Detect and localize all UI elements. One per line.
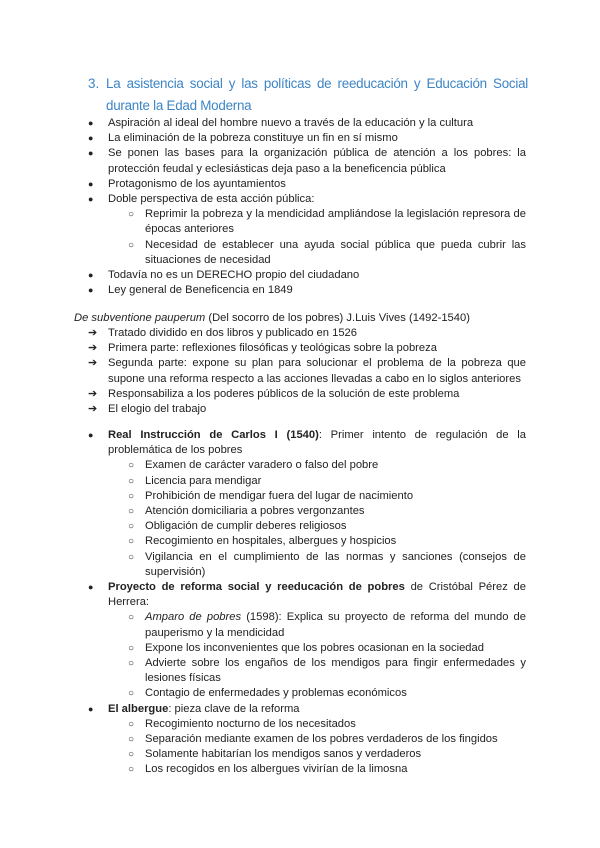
sub-list-item: ○ Prohibición de mendigar fuera del lugar de nacimiento [145,489,526,504]
circle-bullet-icon: ○ [128,490,135,502]
circle-bullet-icon: ○ [128,612,135,624]
section-number: 3. [88,76,100,91]
sub-list-item: ○ Recogimiento en hospitales, albergues y hospicios [145,534,526,549]
arrow-right-icon: ➔ [88,387,98,400]
bullet-icon: ● [88,582,94,593]
list-item: ➔ Segunda parte: expone su plan para solucionar el problema de la pobreza que supone una reforma respecto a las acciones llevadas a cabo en lo siglos anteriores [88,357,526,385]
list-item: ● Proyecto de reforma social y reeducación de pobres de Cristóbal Pérez de Herrera: ○ Amparo de pobres (1598): Explica su proyecto de reforma del mundo de pauperismo y la mendicidad ○ Expone los inconvenientes que los pobres ocasionan en la sociedad ○ Advierte sobre los engaños de los mendigos para fingir enfermedades y lesiones físicas ○ Contagio de enfermedades y problemas económicos [108,580,526,702]
circle-bullet-icon: ○ [128,460,135,472]
circle-bullet-icon: ○ [128,734,135,746]
list-item: ● Real Instrucción de Carlos I (1540): Primer intento de regulación de la problemática de los pobres ○ Examen de carácter varadero o falso del pobre ○ Licencia para mendigar ○ Prohibición de mendigar fuera del lugar de nacimiento ○ Atención domiciliaria a pobres vergonzantes ○ Obligación de cumplir deberes religiosos ○ Recogimiento en hospitales, albergues y hospicios ○ Vigilancia en el cumplimiento de las normas y sanciones (consejos de supervisión) [108,428,526,580]
bullet-icon: ● [88,133,94,144]
reform-list [88,428,526,778]
list-item: ● Todavía no es un DERECHO propio del ciudadano [108,268,526,283]
arrow-right-icon: ➔ [88,342,98,355]
circle-bullet-icon: ○ [128,536,135,548]
sub-list-item: ○ Contagio de enfermedades y problemas económicos [145,686,526,701]
sub-list-item: ○ Recogimiento nocturno de los necesitados [145,717,526,732]
sub-list-item: ○ Reprimir la pobreza y la mendicidad ampliándose la legislación represora de épocas anteriores [128,208,526,236]
sub-list [128,207,526,268]
section-heading [88,73,528,117]
list-item: ➔ El elogio del trabajo [108,402,526,417]
sub-list-item: ○ Necesidad de establecer una ayuda social pública que pueda cubrir las situaciones de necesidad [128,238,526,266]
context-list [88,116,526,298]
sub-list-item: ○ Advierte sobre los engaños de los mendigos para fingir enfermedades y lesiones físicas [128,657,526,685]
list-item: ● Aspiración al ideal del hombre nuevo a través de la educación y la cultura [108,116,526,131]
list-item: ● Doble perspectiva de esta acción pública: ○ Reprimir la pobreza y la mendicidad ampliándose la legislación represora de épocas anteriores ○ Necesidad de establecer una ayuda social pública que pueda cubrir las situaciones de necesidad [108,192,526,268]
sub-list-item: ○ Amparo de pobres (1598): Explica su proyecto de reforma del mundo de pauperismo y la mendicidad [128,611,526,639]
circle-bullet-icon: ○ [128,718,135,730]
circle-bullet-icon: ○ [128,688,135,700]
circle-bullet-icon: ○ [128,749,135,761]
sub-list-item: ○ Separación mediante examen de los pobres verdaderos de los fingidos [145,732,526,747]
bullet-icon: ● [88,270,94,281]
sub-list [128,717,526,778]
arrow-right-icon: ➔ [88,327,98,339]
bullet-icon: ● [88,178,94,189]
vives-intro: De subventione pauperum (Del socorro de los pobres) J.Luis Vives (1492-1540) [74,312,470,324]
sub-list-item: ○ Licencia para mendigar [145,474,526,489]
sub-list-item: ○ Vigilancia en el cumplimiento de las normas y sanciones (consejos de supervisión) [128,550,526,578]
bullet-icon: ● [88,194,94,205]
sub-list-item: ○ Atención domiciliaria a pobres vergonzantes [145,504,526,519]
section-title: La asistencia social y las políticas de reeducación y Educación Social durante la Edad Moderna [106,76,528,113]
treatise-title: De subventione pauperum [74,312,206,324]
bullet-icon: ● [88,703,94,714]
list-item: ● Se ponen las bases para la organización pública de atención a los pobres: la protección feudal y eclesiásticas deja paso a la beneficencia pública [88,147,526,175]
bullet-icon: ● [88,430,94,440]
arrow-right-icon: ➔ [88,357,98,370]
sub-list-item: ○ Los recogidos en los albergues vivirían de la limosna [145,762,526,777]
arrow-right-icon: ➔ [88,403,98,416]
circle-bullet-icon: ○ [128,209,135,221]
sub-list-item: ○ Expone los inconvenientes que los pobres ocasionan en la sociedad [145,641,526,656]
circle-bullet-icon: ○ [128,521,135,533]
vives-list [88,326,526,417]
list-item: ● Protagonismo de los ayuntamientos [108,177,526,192]
sub-list [128,610,526,701]
list-item: ● Ley general de Beneficencia en 1849 [108,283,526,298]
bullet-icon: ● [88,148,94,159]
circle-bullet-icon: ○ [128,475,135,487]
list-item: ● La eliminación de la pobreza constituye un fin en sí mismo [108,131,526,146]
bullet-icon: ● [88,285,94,296]
list-item: ➔ Responsabiliza a los poderes públicos de la solución de este problema [108,387,526,402]
bullet-icon: ● [88,118,94,128]
list-item: ➔ Primera parte: reflexiones filosóficas y teológicas sobre la pobreza [108,341,526,356]
circle-bullet-icon: ○ [128,239,135,251]
sub-list-item: ○ Solamente habitarían los mendigos sanos y verdaderos [145,747,526,762]
circle-bullet-icon: ○ [128,551,135,563]
circle-bullet-icon: ○ [128,658,135,670]
circle-bullet-icon: ○ [128,764,135,776]
circle-bullet-icon: ○ [128,642,135,654]
sub-list-item: ○ Obligación de cumplir deberes religiosos [145,519,526,534]
list-item: ● El albergue: pieza clave de la reforma ○ Recogimiento nocturno de los necesitados ○ Separación mediante examen de los pobres verdaderos de los fingidos ○ Solamente habitarían los mendigos sanos y verdaderos ○ Los recogidos en los albergues vivirían de la limosna [108,702,526,778]
sub-list-item: ○ Examen de carácter varadero o falso del pobre [145,458,526,473]
sub-list [128,458,526,580]
circle-bullet-icon: ○ [128,506,135,518]
list-item: ➔ Tratado dividido en dos libros y publicado en 1526 [108,326,526,341]
